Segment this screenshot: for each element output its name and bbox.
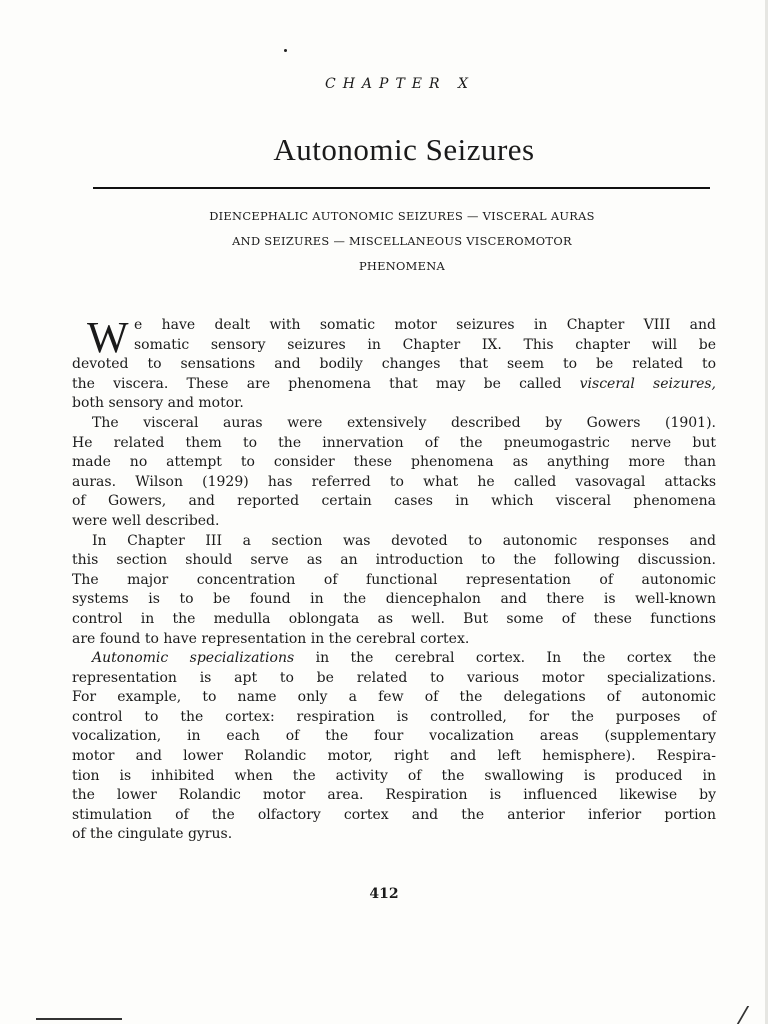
chapter-label: CHAPTER X	[325, 76, 475, 92]
chapter-summary	[100, 204, 704, 279]
text-line: e have dealt with somatic motor seizures in Chapter VIII and	[134, 317, 716, 333]
text-line: vocalization, in each of the four vocalization areas (supplementary	[72, 728, 716, 745]
page-number: 412	[369, 886, 399, 902]
text-line: this section should serve as an introduction to the following discussion.	[72, 552, 716, 569]
italic-phrase: Autonomic specializations	[92, 650, 295, 667]
summary-line: AND SEIZURES — MISCELLANEOUS VISCEROMOTOR	[232, 234, 572, 248]
text-span: in the cerebral cortex. In the cortex the	[294, 650, 717, 667]
text-line: The major concentration of functional representation of autonomic	[72, 571, 716, 588]
text-line: representation is apt to be related to various motor specializations.	[72, 669, 716, 686]
text-line: In Chapter III a section was devoted to autonomic responses and	[92, 532, 716, 549]
text-line: somatic sensory seizures in Chapter IX. This chapter will be	[134, 336, 716, 353]
text-line: the lower Rolandic motor area. Respiration is influenced likewise by	[72, 787, 716, 804]
text-line: motor and lower Rolandic motor, right and left hemisphere). Respira-	[72, 748, 716, 765]
summary-line: DIENCEPHALIC AUTONOMIC SEIZURES — VISCERAL AURAS	[209, 209, 595, 223]
drop-cap: W	[87, 313, 129, 362]
body-text	[72, 313, 717, 845]
scan-artifact-corner	[737, 1006, 768, 1024]
italic-phrase: visceral seizures,	[579, 375, 716, 392]
text-line: were well described.	[72, 512, 220, 529]
chapter-title: Autonomic Seizures	[273, 132, 535, 167]
text-line: stimulation of the olfactory cortex and the anterior inferior portion	[72, 806, 716, 823]
summary-line: PHENOMENA	[358, 259, 446, 273]
scan-artifact-bottom	[36, 1018, 122, 1020]
text-line: control to the cortex: respiration is controlled, for the purposes of	[72, 708, 716, 725]
text-line: tion is inhibited when the activity of the swallowing is produced in	[72, 767, 716, 784]
text-line: are found to have representation in the cerebral cortex.	[72, 630, 470, 647]
text-line: control in the medulla oblongata as well. But some of these functions	[72, 610, 716, 627]
text-line: systems is to be found in the diencephalon and there is well-known	[72, 591, 716, 608]
text-line: He related them to the innervation of the pneumogastric nerve but	[72, 434, 716, 451]
text-line: both sensory and motor.	[72, 395, 244, 412]
text-line	[72, 375, 716, 395]
text-line	[72, 649, 716, 669]
text-line: made no attempt to consider these phenomena as anything more than	[72, 454, 716, 471]
text-line: For example, to name only a few of the delegations of autonomic	[72, 689, 716, 706]
text-line: auras. Wilson (1929) has referred to what he called vasovagal attacks	[72, 473, 716, 490]
text-line: The visceral auras were extensively described by Gowers (1901).	[92, 414, 716, 431]
text-line: devoted to sensations and bodily changes that seem to be related to	[72, 356, 716, 373]
text-line: of the cingulate gyrus.	[72, 826, 233, 843]
text-line: of Gowers, and reported certain cases in which visceral phenomena	[72, 493, 716, 510]
text-span: the viscera. These are phenomena that may be called	[72, 375, 580, 392]
title-rule	[93, 187, 710, 189]
speck-mark	[284, 49, 287, 52]
